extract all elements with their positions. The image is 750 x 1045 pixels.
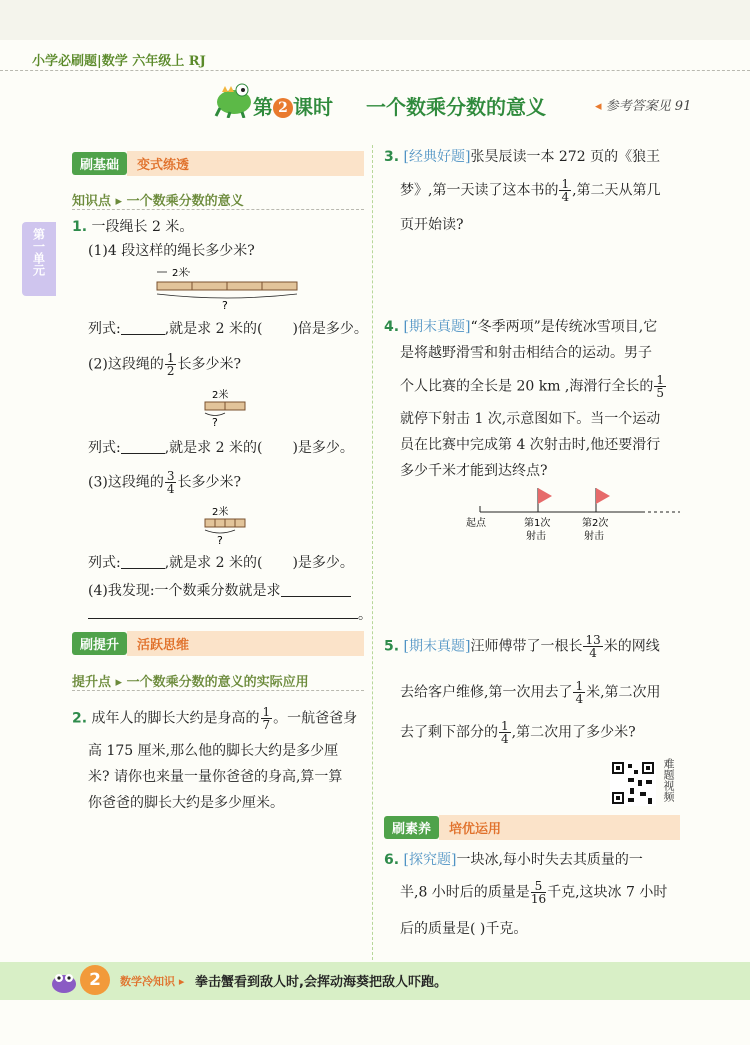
q3-line3: 页开始读? (400, 217, 464, 233)
q1-part1: (1)4 段这样的绳长多少米? (88, 243, 255, 259)
q1-formula1: 列式: ,就是求 2 米的( )倍是多少。 (88, 321, 368, 337)
q3-line1: 3. [经典好题]张昊辰读一本 272 页的《狼王 (384, 149, 661, 165)
rope-diagram-2 (200, 388, 250, 428)
improve-point: 提升点 ▸ 一个数乘分数的意义的实际应用 (72, 675, 309, 690)
rope-diagram-1 (152, 266, 302, 310)
q3-line2: 梦》,第一天读了这本书的 $\frac{1}{4}$ ,第二天从第几 (400, 177, 661, 204)
q6-line1: 6. [探究题]一块冰,每小时失去其质量的一 (384, 852, 643, 868)
q5-line2: 去给客户维修,第一次用去了 $\frac{1}{4}$ 米,第二次用 (400, 679, 661, 706)
q1-part4: (4)我发现:一个数乘分数就是求 (88, 580, 351, 602)
q1-formula2: 列式: ,就是求 2 米的( )是多少。 (88, 440, 354, 456)
svg-text:射击: 射击 (584, 531, 604, 542)
q4-line5: 员在比赛中完成第 4 次射击时,他还要滑行 (400, 437, 661, 453)
q4-line2: 是将越野滑雪和射击相结合的运动。男子 (400, 345, 652, 361)
top-strip (0, 0, 750, 40)
knowledge-point: 知识点 ▸ 一个数乘分数的意义 (72, 194, 244, 209)
section-literacy: 刷素养 培优运用 (384, 816, 680, 838)
svg-text:射击: 射击 (526, 531, 546, 542)
svg-text:2米: 2米 (212, 390, 229, 401)
svg-text:?: ? (222, 299, 228, 310)
svg-text:2米: 2米 (212, 507, 229, 518)
q1-end: 。 (358, 607, 372, 623)
section-improve: 刷提升 活跃思维 (72, 632, 364, 654)
q2-line3: 米? 请你也来量一量你爸爸的身高,算一算 (88, 769, 343, 785)
improve-underline (72, 690, 364, 691)
svg-text:第2次: 第2次 (582, 518, 609, 529)
q2-line4: 你爸爸的脚长大约是多少厘米。 (88, 795, 284, 811)
header-divider (0, 70, 750, 71)
lesson-title: 第 2 课时 一个数乘分数的意义 (253, 95, 546, 119)
q1-part2: (2)这段绳的 $\frac{1}{2}$ 长多少米? (88, 351, 241, 378)
qr-code-icon[interactable] (610, 760, 656, 806)
q4-line3: 个人比赛的全长是 20 km ,海滑行全长的 $\frac{1}{5}$ (400, 373, 665, 400)
q4-line1: 4. [期末真题]“冬季两项”是传统冰雪项目,它 (384, 319, 658, 335)
kp-underline (72, 209, 364, 210)
crab-mascot-icon (48, 964, 80, 996)
q1-stem: 1. 一段绳长 2 米。 (72, 219, 194, 235)
svg-text:2米: 2米 (172, 268, 189, 279)
q1-answer-line (88, 618, 358, 619)
q1-formula3: 列式: ,就是求 2 米的( )是多少。 (88, 555, 354, 571)
ski-race-diagram (462, 482, 682, 542)
q6-line2: 半,8 小时后的质量是 $\frac{5}{16}$ 千克,这块冰 7 小时 (400, 879, 668, 906)
q4-line4: 就停下射击 1 次,示意图如下。当一个运动 (400, 411, 661, 427)
footer-fact: 拳击蟹看到敌人时,会挥动海葵把敌人吓跑。 (195, 975, 447, 990)
section-basic: 刷基础 变式练透 (72, 152, 364, 174)
q4-line6: 多少千米才能到达终点? (400, 463, 548, 479)
unit-tab: 第一单元 (22, 222, 56, 296)
svg-text:?: ? (212, 416, 218, 428)
qr-label: 难题视频 (662, 758, 675, 802)
dinosaur-mascot-icon (212, 78, 256, 118)
answer-reference: ◂ 参考答案见 91 (595, 99, 692, 114)
column-divider (372, 145, 373, 965)
book-title: 小学必刷题|数学 六年级上 RJ (32, 54, 206, 69)
svg-text:起点: 起点 (466, 518, 486, 529)
q2-line2: 高 175 厘米,那么他的脚长大约是多少厘 (88, 743, 339, 759)
q2-line1: 2. 成年人的脚长大约是身高的 $\frac{1}{7}$ 。一航爸爸身 (72, 705, 358, 732)
footer-tag: 数学冷知识 ▸ (120, 975, 185, 988)
q6-line3: 后的质量是( )千克。 (400, 921, 528, 937)
q5-line1: 5. [期末真题]汪师傅带了一根长 $\frac{13}{4}$ 米的网线 (384, 633, 660, 660)
rope-diagram-3 (200, 505, 250, 547)
svg-text:第1次: 第1次 (524, 518, 551, 529)
svg-text:?: ? (217, 534, 223, 547)
page-number: 2 (80, 965, 110, 995)
q5-line3: 去了剩下部分的 $\frac{1}{4}$ ,第二次用了多少米? (400, 719, 636, 746)
q1-part3: (3)这段绳的 $\frac{3}{4}$ 长多少米? (88, 469, 241, 496)
